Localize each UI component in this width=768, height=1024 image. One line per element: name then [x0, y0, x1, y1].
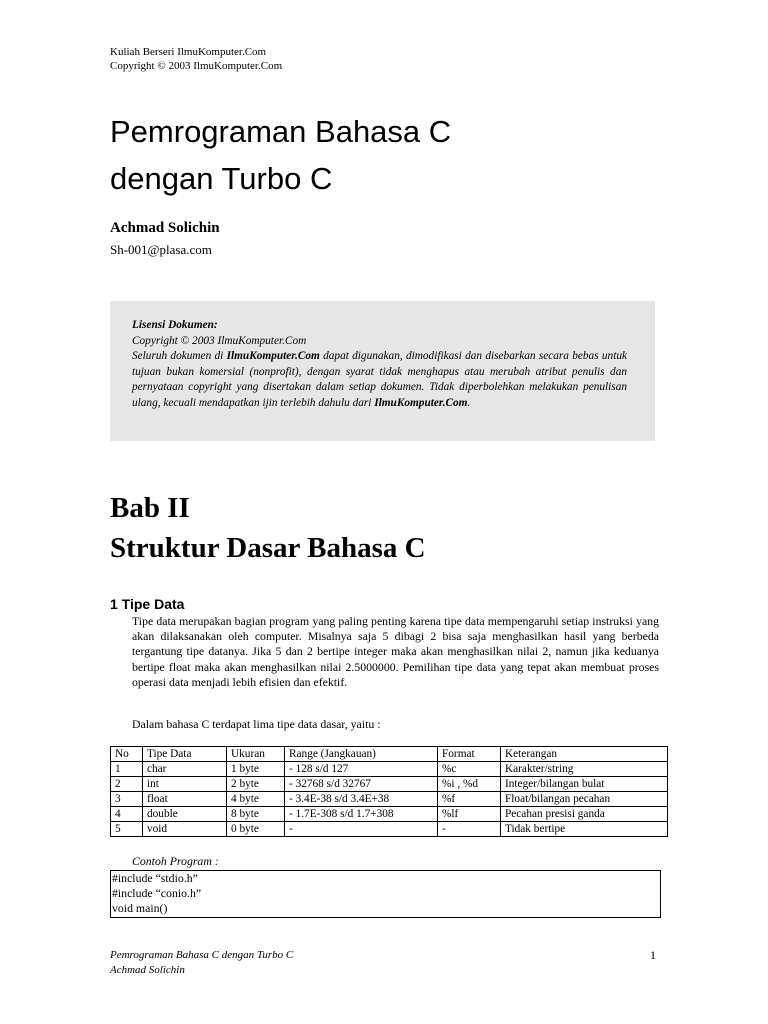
- table-cell: - 128 s/d 127: [285, 762, 438, 777]
- table-row: [111, 792, 668, 807]
- table-cell: 1: [111, 762, 143, 777]
- footer-title: Pemrograman Bahasa C dengan Turbo C: [110, 949, 294, 961]
- license-site-name: IlmuKomputer.Com: [374, 396, 468, 409]
- title-line-1: Pemrograman Bahasa C: [110, 114, 452, 149]
- header-series: Kuliah Berseri IlmuKomputer.Com: [110, 46, 267, 58]
- table-header-cell: Keterangan: [501, 747, 668, 762]
- table-cell: int: [143, 777, 227, 792]
- code-box: [110, 870, 661, 918]
- table-header-cell: No: [111, 747, 143, 762]
- page-number: 1: [650, 948, 656, 962]
- license-heading: Lisensi Dokumen:: [132, 319, 218, 331]
- table-cell: 2 byte: [227, 777, 285, 792]
- table-cell: 2: [111, 777, 143, 792]
- table-cell: 4 byte: [227, 792, 285, 807]
- table-cell: %i , %d: [438, 777, 501, 792]
- section-paragraph: Tipe data merupakan bagian program yang paling penting karena tipe data mempengaruhi setiap instruksi yang akan dilaksanakan oleh computer. Misalnya saja 5 dibagi 2 bisa saja menghasilkan hasil yang berbeda tergantung tipe datanya. Jika 5 dan 2 bertipe integer maka akan menghasilkan nilai 2, namun jika keduanya bertipe float maka akan menghasilkan nilai 2.5000000. Pemilihan tipe data yang tepat akan membuat proses operasi data menjadi lebih efisien dan efektif.: [132, 614, 659, 689]
- author-email: Sh-001@plasa.com: [110, 242, 212, 257]
- table-header-cell: Range (Jangkauan): [285, 747, 438, 762]
- chapter-number: Bab II: [110, 492, 190, 524]
- table-cell: - 32768 s/d 32767: [285, 777, 438, 792]
- license-text: [132, 318, 627, 411]
- code-line: void main(): [112, 901, 168, 915]
- table-cell: Tidak bertipe: [501, 822, 668, 837]
- code-line: #include “conio.h”: [112, 886, 202, 900]
- footer-author: Achmad Solichin: [110, 964, 185, 976]
- section-heading: 1 Tipe Data: [110, 596, 185, 612]
- table-cell: 1 byte: [227, 762, 285, 777]
- table-cell: char: [143, 762, 227, 777]
- license-box: [110, 301, 655, 441]
- code-line: #include “stdio.h”: [112, 871, 198, 885]
- table-cell: 0 byte: [227, 822, 285, 837]
- table-cell: void: [143, 822, 227, 837]
- table-cell: float: [143, 792, 227, 807]
- table-cell: - 1.7E-308 s/d 1.7+308: [285, 807, 438, 822]
- table-header-cell: Format: [438, 747, 501, 762]
- table-header-cell: Tipe Data: [143, 747, 227, 762]
- data-types-table: [110, 746, 668, 837]
- table-header-row: [111, 747, 668, 762]
- header-copyright: Copyright © 2003 IlmuKomputer.Com: [110, 60, 283, 72]
- table-header-cell: Ukuran: [227, 747, 285, 762]
- chapter-heading: [110, 488, 426, 568]
- table-cell: Float/bilangan pecahan: [501, 792, 668, 807]
- table-cell: %f: [438, 792, 501, 807]
- license-site-name: IlmuKomputer.Com: [226, 350, 320, 362]
- table-row: [111, 777, 668, 792]
- license-body: Seluruh dokumen di IlmuKomputer.Com dapat digunakan, dimodifikasi dan disebarkan secara bebas untuk tujuan bukan komersial (nonprofit), dengan syarat tidak menghapus atau merubah atribut penulis dan pernyataan copyright yang disertakan dalam setiap dokumen. Tidak diperbolehkan melakukan penulisan ulang, kecuali mendapatkan ijin terlebih dahulu dari IlmuKomputer.Com.: [132, 350, 627, 409]
- table-cell: -: [285, 822, 438, 837]
- table-row: [111, 807, 668, 822]
- table-cell: Pecahan presisi ganda: [501, 807, 668, 822]
- table-cell: Integer/bilangan bulat: [501, 777, 668, 792]
- table-cell: %lf: [438, 807, 501, 822]
- table-cell: Karakter/string: [501, 762, 668, 777]
- table-cell: 5: [111, 822, 143, 837]
- table-cell: double: [143, 807, 227, 822]
- table-cell: 8 byte: [227, 807, 285, 822]
- table-cell: 4: [111, 807, 143, 822]
- table-cell: 3: [111, 792, 143, 807]
- document-title: [110, 108, 451, 202]
- author-name: Achmad Solichin: [110, 220, 220, 236]
- chapter-title: Struktur Dasar Bahasa C: [110, 532, 426, 564]
- program-label: Contoh Program :: [132, 854, 219, 868]
- page-footer: [110, 948, 293, 978]
- table-row: [111, 822, 668, 837]
- table-cell: - 3.4E-38 s/d 3.4E+38: [285, 792, 438, 807]
- table-cell: -: [438, 822, 501, 837]
- table-row: [111, 762, 668, 777]
- table-cell: %c: [438, 762, 501, 777]
- table-intro: Dalam bahasa C terdapat lima tipe data dasar, yaitu :: [132, 717, 381, 731]
- license-copyright: Copyright © 2003 IlmuKomputer.Com: [132, 334, 307, 347]
- title-line-2: dengan Turbo C: [110, 161, 333, 196]
- page-header: [110, 45, 282, 73]
